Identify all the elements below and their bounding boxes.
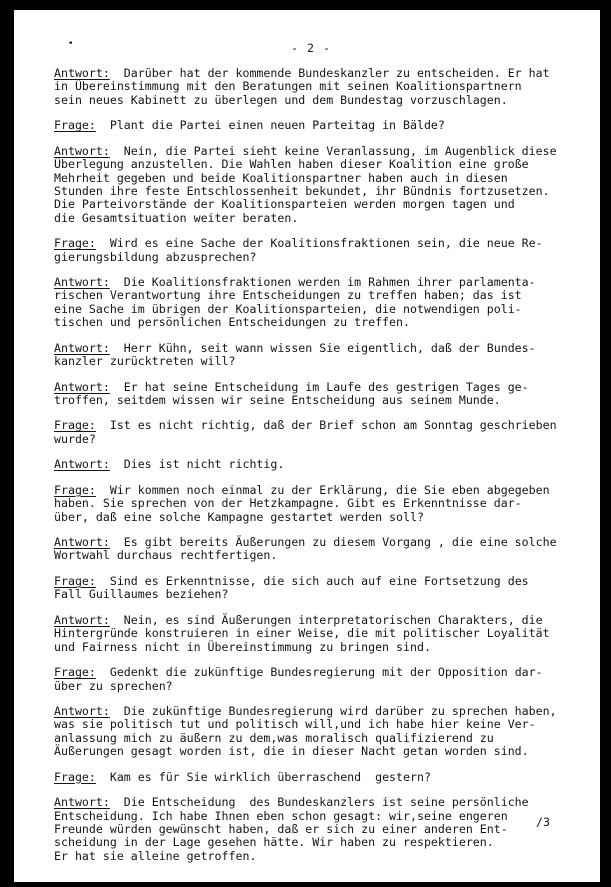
line-text: Dies ist nicht richtig. bbox=[109, 457, 285, 472]
speaker-label: Frage: bbox=[54, 769, 96, 784]
text-line bbox=[54, 484, 590, 497]
text-line bbox=[54, 316, 590, 329]
text-line bbox=[54, 276, 590, 289]
line-text: Fall Guillaumes beziehen? bbox=[54, 587, 229, 602]
text-line bbox=[54, 588, 590, 601]
line-text: Wortwahl durchaus rechtfertigen. bbox=[54, 548, 278, 563]
qa-block bbox=[54, 276, 590, 330]
speaker-label: Antwort: bbox=[54, 795, 110, 810]
qa-block bbox=[54, 796, 590, 863]
text-line bbox=[54, 94, 590, 107]
text-line bbox=[54, 172, 590, 185]
speaker-label: Frage: bbox=[54, 118, 96, 133]
line-text: in Übereinstimmung mit den Beratungen mit seinen Koalitionspartnern bbox=[54, 79, 522, 94]
line-text: Wir kommen noch einmal zu der Erklärung, die Sie eben abgegeben bbox=[95, 482, 550, 497]
speaker-label: Antwort: bbox=[54, 340, 110, 355]
line-text: Darüber hat der kommende Bundeskanzler zu entscheiden. Er hat bbox=[109, 66, 550, 80]
text-line bbox=[54, 381, 590, 394]
qa-block bbox=[54, 771, 590, 784]
text-line bbox=[54, 198, 590, 211]
speaker-label: Frage: bbox=[54, 573, 96, 588]
text-line bbox=[54, 705, 590, 718]
text-line bbox=[54, 355, 590, 368]
text-line bbox=[54, 718, 590, 731]
line-text: Sind es Erkenntnisse, die sich auch auf eine Fortsetzung des bbox=[95, 573, 529, 588]
line-text: eine Sache im übrigen der Koalitionsparteien, die notwendigen poli- bbox=[54, 301, 522, 316]
line-text: die Gesamtsituation weiter beraten. bbox=[54, 210, 299, 225]
speaker-label: Frage: bbox=[54, 482, 96, 497]
line-text: über zu sprechen? bbox=[54, 678, 173, 693]
text-line bbox=[54, 850, 590, 863]
qa-block bbox=[54, 484, 590, 524]
text-line bbox=[54, 433, 590, 446]
line-text: Gedenkt die zukünftige Bundesregierung mit der Opposition dar- bbox=[95, 665, 543, 680]
text-line bbox=[54, 394, 590, 407]
line-text: troffen, seitdem wissen wir seine Entscheidung aus seinem Munde. bbox=[54, 392, 501, 407]
text-line bbox=[54, 497, 590, 510]
qa-block bbox=[54, 119, 590, 132]
speaker-label: Antwort: bbox=[54, 66, 110, 80]
text-line bbox=[54, 119, 590, 132]
line-text: sein neues Kabinett zu überlegen und dem Bundestag vorzuschlagen. bbox=[54, 92, 508, 107]
line-text: Ist es nicht richtig, daß der Brief schon am Sonntag geschrieben bbox=[95, 418, 557, 433]
qa-block bbox=[54, 381, 590, 408]
line-text: anlassung mich zu äußern zu dem,was moralisch qualifizierend zu bbox=[54, 730, 494, 745]
text-line bbox=[54, 810, 590, 823]
document-page bbox=[14, 10, 600, 882]
line-text: haben. Sie sprechen von der Hetzkampagne. Gibt es Erkenntnisse dar- bbox=[54, 496, 522, 511]
line-text: Überlegung anzustellen. Die Wahlen haben dieser Koalition eine große bbox=[54, 157, 529, 172]
text-line bbox=[54, 289, 590, 302]
line-text: wurde? bbox=[54, 431, 96, 446]
qa-block bbox=[54, 536, 590, 563]
line-text: Die Koalitionsfraktionen werden im Rahmen ihrer parlamenta- bbox=[109, 275, 536, 290]
text-line bbox=[54, 80, 590, 93]
line-text: Kam es für Sie wirklich überraschend gestern? bbox=[95, 769, 431, 784]
text-line bbox=[54, 458, 590, 471]
text-line bbox=[54, 666, 590, 679]
text-line bbox=[54, 158, 590, 171]
text-line bbox=[54, 627, 590, 640]
text-line bbox=[54, 237, 590, 250]
speaker-label: Frage: bbox=[54, 236, 96, 251]
text-line bbox=[54, 419, 590, 432]
text-line bbox=[54, 212, 590, 225]
qa-block bbox=[54, 237, 590, 264]
text-line bbox=[54, 536, 590, 549]
text-line bbox=[54, 796, 590, 809]
line-text: gierungsbildung abzusprechen? bbox=[54, 249, 257, 264]
text-line bbox=[54, 771, 590, 784]
line-text: über, daß eine solche Kampagne gestartet werden soll? bbox=[54, 509, 424, 524]
line-text: Wird es eine Sache der Koalitionsfraktionen sein, die neue Re- bbox=[95, 236, 543, 251]
text-line bbox=[54, 575, 590, 588]
line-text: Äußerungen gesagt worden ist, die in dieser Nacht getan worden sind. bbox=[54, 744, 529, 759]
qa-block bbox=[54, 145, 590, 225]
text-line bbox=[54, 185, 590, 198]
qa-block bbox=[54, 342, 590, 369]
line-text: Plant die Partei einen neuen Parteitag in Bälde? bbox=[95, 118, 445, 133]
speaker-label: Antwort: bbox=[54, 143, 110, 158]
line-text: Die zukünftige Bundesregierung wird darüber zu sprechen haben, bbox=[109, 703, 557, 718]
line-text: und Fairness nicht in Übereinstimmung zu bringen sind. bbox=[54, 639, 431, 654]
text-line bbox=[54, 745, 590, 758]
line-text: Er hat sie alleine getroffen. bbox=[54, 848, 257, 863]
line-text: Entscheidung. Ich habe Ihnen eben schon gesagt: wir,seine engeren bbox=[54, 808, 508, 823]
line-text: Nein, es sind Äußerungen interpretatorischen Charakters, die bbox=[109, 612, 543, 627]
qa-block bbox=[54, 67, 590, 107]
line-text: tischen und persönlichen Entscheidungen zu treffen. bbox=[54, 315, 410, 330]
line-text: Stunden ihre feste Entschlossenheit bekundet, ihr Bündnis fortzusetzen. bbox=[54, 183, 550, 198]
text-line bbox=[54, 641, 590, 654]
speaker-label: Antwort: bbox=[54, 703, 110, 718]
line-text: Die Entscheidung des Bundeskanzlers ist seine persönliche bbox=[109, 795, 529, 810]
line-text: Er hat seine Entscheidung im Laufe des gestrigen Tages ge- bbox=[109, 379, 529, 394]
speaker-label: Antwort: bbox=[54, 535, 110, 550]
text-line bbox=[54, 614, 590, 627]
qa-block bbox=[54, 419, 590, 446]
speaker-label: Antwort: bbox=[54, 379, 110, 394]
text-line bbox=[54, 342, 590, 355]
qa-block bbox=[54, 458, 590, 471]
speaker-label: Frage: bbox=[54, 665, 96, 680]
qa-block bbox=[54, 666, 590, 693]
text-line bbox=[54, 303, 590, 316]
text-line bbox=[54, 823, 590, 836]
continuation-page-ref: /3 bbox=[536, 815, 550, 829]
speaker-label: Frage: bbox=[54, 418, 96, 433]
speaker-label: Antwort: bbox=[54, 457, 110, 472]
line-text: scheidung in der Lage gesehen hätte. Wir haben zu respektieren. bbox=[54, 835, 494, 850]
line-text: Die Parteivorstände der Koalitionsparteien werden morgen tagen und bbox=[54, 197, 515, 212]
qa-block bbox=[54, 614, 590, 654]
qa-block bbox=[54, 705, 590, 759]
line-text: Hintergründe konstruieren in einer Weise, die mit politischer Loyalität bbox=[54, 626, 550, 641]
line-text: Freunde würden gewünscht haben, daß er sich zu einer anderen Ent- bbox=[54, 821, 508, 836]
speck-mark: • bbox=[68, 39, 74, 49]
text-line bbox=[54, 511, 590, 524]
line-text: kanzler zurücktreten will? bbox=[54, 354, 236, 369]
line-text: Mehrheit gegeben und beide Koalitionspartner haben auch in diesen bbox=[54, 170, 508, 185]
text-line bbox=[54, 549, 590, 562]
line-text: Nein, die Partei sieht keine Veranlassung, im Augenblick diese bbox=[109, 143, 557, 158]
line-text: Herr Kühn, seit wann wissen Sie eigentlich, daß der Bundes- bbox=[109, 340, 536, 355]
text-line bbox=[54, 836, 590, 849]
text-line bbox=[54, 251, 590, 264]
page-number: - 2 - bbox=[291, 41, 331, 55]
line-text: rischen Verantwortung ihre Entscheidungen zu treffen haben; das ist bbox=[54, 288, 522, 303]
qa-block bbox=[54, 575, 590, 602]
line-text: was sie politisch tut und politisch will,und ich habe hier keine Ver- bbox=[54, 717, 536, 732]
line-text: Es gibt bereits Äußerungen zu diesem Vorgang , die eine solche bbox=[109, 535, 557, 550]
speaker-label: Antwort: bbox=[54, 612, 110, 627]
text-line bbox=[54, 680, 590, 693]
speaker-label: Antwort: bbox=[54, 275, 110, 290]
interview-transcript bbox=[54, 67, 590, 875]
